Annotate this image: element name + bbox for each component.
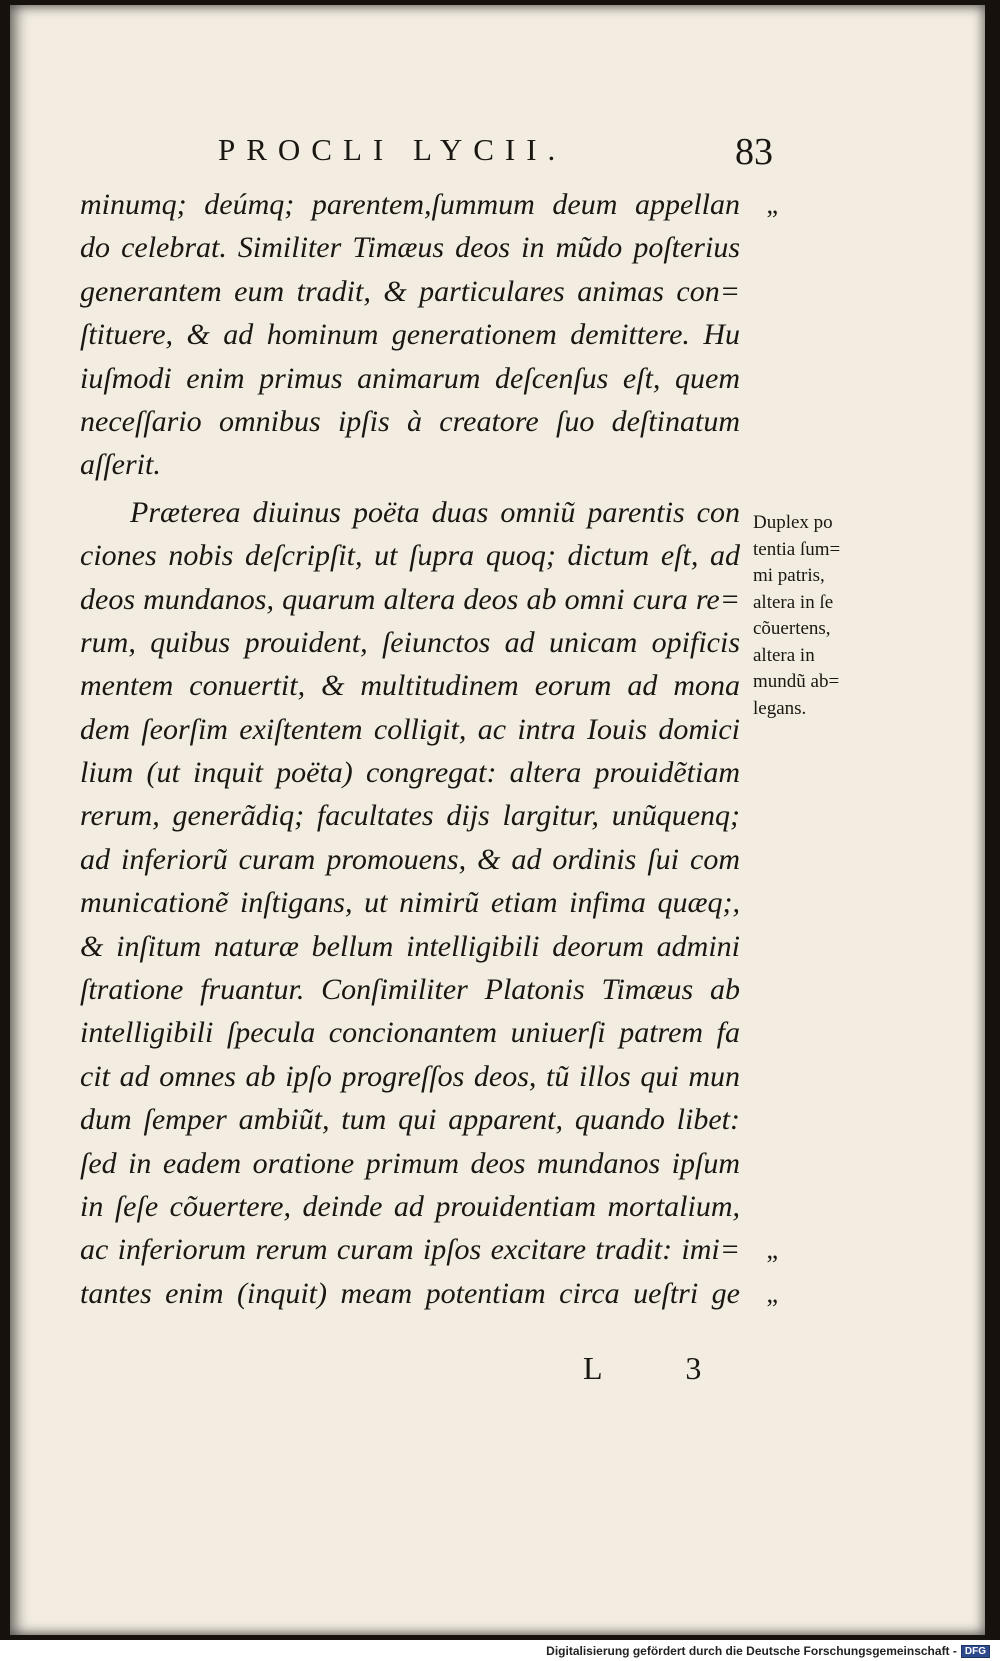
marginal-note-line: legans. <box>753 697 807 719</box>
marginal-note-line: mi patris, <box>753 565 825 586</box>
text-line: do celebrat. Similiter Timæus deos in mũdo poſterius <box>80 231 740 265</box>
text-line: in ſeſe cõuertere, deinde ad prouidentiam mortalium, <box>80 1189 740 1223</box>
text-line: generantem eum tradit, & particulares animas con= <box>80 274 740 308</box>
text-line: intelligibili ſpecula concionantem uniuerſi patrem fa <box>80 1016 740 1050</box>
text-line: & inſitum naturæ bellum intelligibili deorum admini <box>80 929 740 963</box>
marginal-note-line: tentia ſum= <box>753 538 841 560</box>
text-line: cit ad omnes ab ipſo progreſſos deos, tũ illos qui mun <box>80 1059 740 1093</box>
text-line: neceſſario omnibus ipſis à creatore ſuo deſtinatum <box>80 404 740 438</box>
marginal-note-line: altera in <box>753 644 815 666</box>
quote-mark: „ <box>766 190 778 219</box>
text-line: Præterea diuinus poëta duas omniũ parentis con <box>130 495 740 529</box>
marginal-note-line: altera in ſe <box>753 591 834 613</box>
text-line: ſtituere, & ad hominum generationem demittere. Hu <box>80 318 740 352</box>
text-line: deos mundanos, quarum altera deos ab omni cura re= <box>80 582 740 616</box>
book-page <box>10 5 985 1635</box>
text-line: tantes enim (inquit) meam potentiam circa ueſtri ge „ <box>80 1272 740 1315</box>
marginal-note-line: Duplex po <box>753 512 833 533</box>
text-line: mentem conuertit, & multitudinem eorum ad mona <box>80 669 740 703</box>
text-line: ſtratione fruantur. Conſimiliter Platonis Timæus ab <box>80 973 740 1007</box>
text-line: dem ſeorſim exiſtentem colligit, ac intra Iouis domici <box>80 712 740 746</box>
text-line: minumq; deúmq; parentem,ſummum deum appellan „ <box>80 183 740 226</box>
text-line: rum, quibus prouident, ſeiunctos ad unicam opificis <box>80 625 740 659</box>
dfg-logo-icon: DFG <box>961 1645 990 1658</box>
text-line: lium (ut inquit poëta) congregat: altera prouidẽtiam <box>80 756 740 790</box>
page-number: 83 <box>735 131 773 173</box>
text-line: rerum, generãdiq; facultates dijs largitur, unũquenq; <box>80 799 740 833</box>
text-line: ac inferiorum rerum curam ipſos excitare tradit: imi= „ <box>80 1228 740 1271</box>
running-head: PROCLI LYCII. <box>218 132 567 167</box>
text-line: ſed in eadem oratione primum deos mundanos ipſum <box>80 1146 740 1180</box>
text-line: iuſmodi enim primus animarum deſcenſus eſt, quem <box>80 361 740 395</box>
text-line: aſſerit. <box>80 448 161 482</box>
text-line: ad inferiorũ curam promouens, & ad ordinis ſui com <box>80 842 740 876</box>
digitization-footer <box>546 1644 990 1658</box>
quote-mark: „ <box>766 1278 778 1308</box>
marginal-note-line: mundũ ab= <box>753 671 840 692</box>
main-text <box>80 183 778 1315</box>
marginal-note-line: cõuertens, <box>753 618 831 639</box>
text-line: dum ſemper ambiũt, tum qui apparent, quando libet: <box>80 1103 740 1137</box>
text-line: ciones nobis deſcripſit, ut ſupra quoq; dictum eſt, ad <box>80 539 740 573</box>
marginal-note <box>753 510 893 722</box>
signature-mark: L 3 <box>583 1350 740 1386</box>
text-line: municationẽ inſtigans, ut nimirũ etiam infima quæq;, <box>80 886 740 920</box>
footer-text: Digitalisierung gefördert durch die Deutsche Forschungsgemeinschaft - <box>546 1644 957 1658</box>
quote-mark: „ <box>766 1235 778 1265</box>
